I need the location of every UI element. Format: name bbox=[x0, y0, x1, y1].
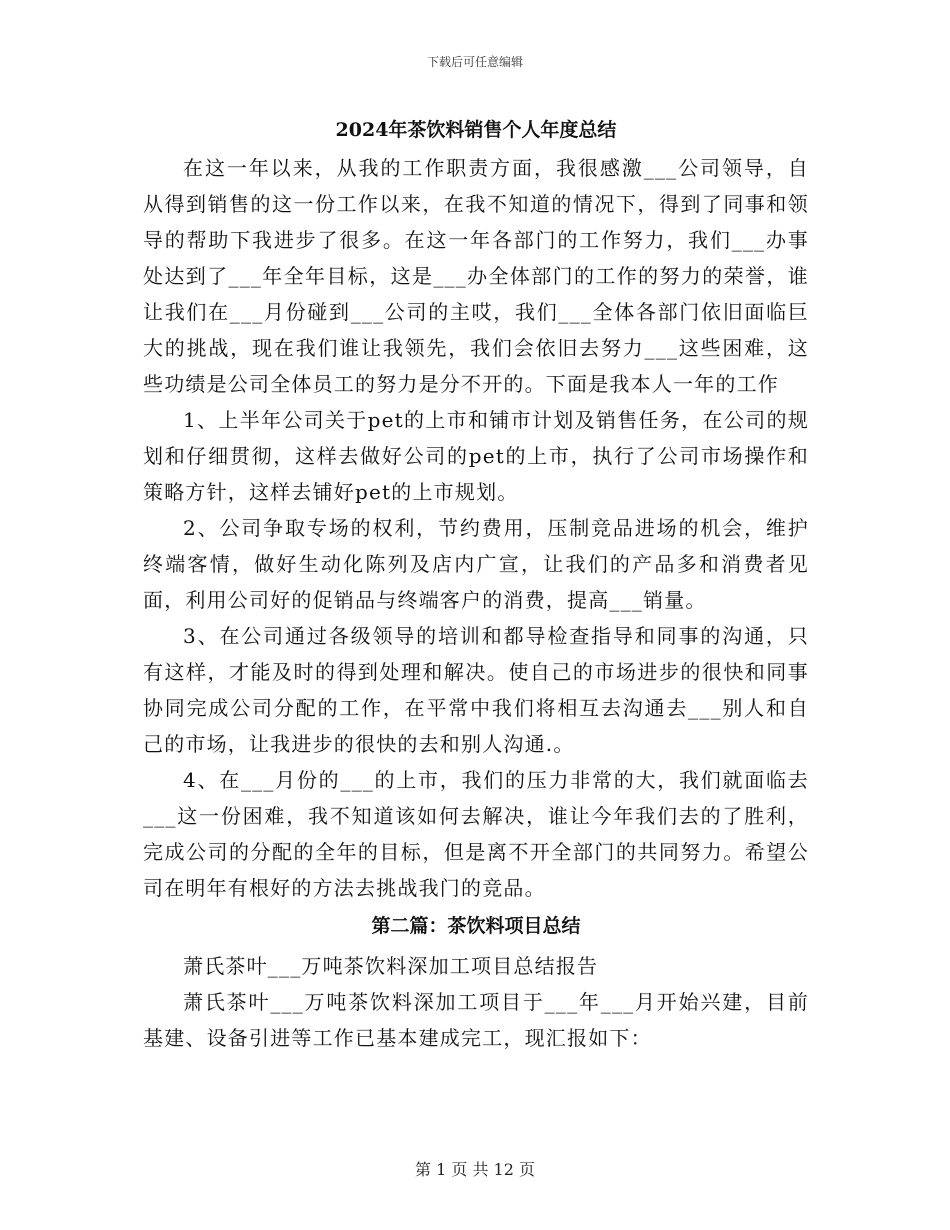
paragraph-item-3: 3、在公司通过各级领导的培训和都导检查指导和同事的沟通，只有这样，才能及时的得到处理和解决。使自己的市场进步的很快和同事协同完成公司分配的工作，在平常中我们将相互去沟通去___别人和自己的市场，让我进步的很快的去和别人沟通.。 bbox=[143, 624, 809, 756]
page-header-note: 下载后可任意编辑 bbox=[426, 55, 523, 69]
section-2-paragraph: 萧氏茶叶___万吨茶饮料深加工项目于___年___月开始兴建，目前基建、设备引进等工作已基本建成完工，现汇报如下： bbox=[143, 990, 809, 1050]
page-footer: 第 1 页 共 12 页 bbox=[415, 1160, 535, 1179]
paragraph-item-1: 1、上半年公司关于pet的上市和铺市计划及销售任务，在公司的规划和仔细贯彻，这样去做好公司的pet的上市，执行了公司市场操作和策略方针，这样去铺好pet的上市规划。 bbox=[143, 408, 809, 504]
paragraph-item-2: 2、公司争取专场的权利，节约费用，压制竞品进场的机会，维护终端客情，做好生动化陈列及店内广宣，让我们的产品多和消费者见面，利用公司好的促销品与终端客户的消费，提高___销量。 bbox=[143, 516, 809, 612]
document-title: 2024年茶饮料销售个人年度总结 bbox=[335, 119, 617, 141]
paragraph-item-4: 4、在___月份的___的上市，我们的压力非常的大，我们就面临去___这一份困难，我不知道该如何去解决，谁让今年我们去的了胜利，完成公司的分配的全年的目标，但是离不开全部门的共同努力。希望公司在明年有根好的方法去挑战我门的竞品。 bbox=[143, 768, 809, 900]
section-2-title: 第二篇：茶饮料项目总结 bbox=[371, 915, 581, 937]
section-2-report-title: 萧氏茶叶___万吨茶饮料深加工项目总结报告 bbox=[183, 954, 599, 978]
document-body bbox=[143, 110, 809, 1056]
paragraph-intro: 在这一年以来，从我的工作职责方面，我很感激___公司领导，自从得到销售的这一份工作以来，在我不知道的情况下，得到了同事和领导的帮助下我进步了很多。在这一年各部门的工作努力，我们___办事处达到了___年全年目标，这是___办全体部门的工作的努力的荣誉，谁让我们在___月份碰到___公司的主哎，我们___全体各部门依旧面临巨大的挑战，现在我们谁让我领先，我们会依旧去努力___这些困难，这些功绩是公司全体员工的努力是分不开的。下面是我本人一年的工作 bbox=[143, 156, 809, 396]
